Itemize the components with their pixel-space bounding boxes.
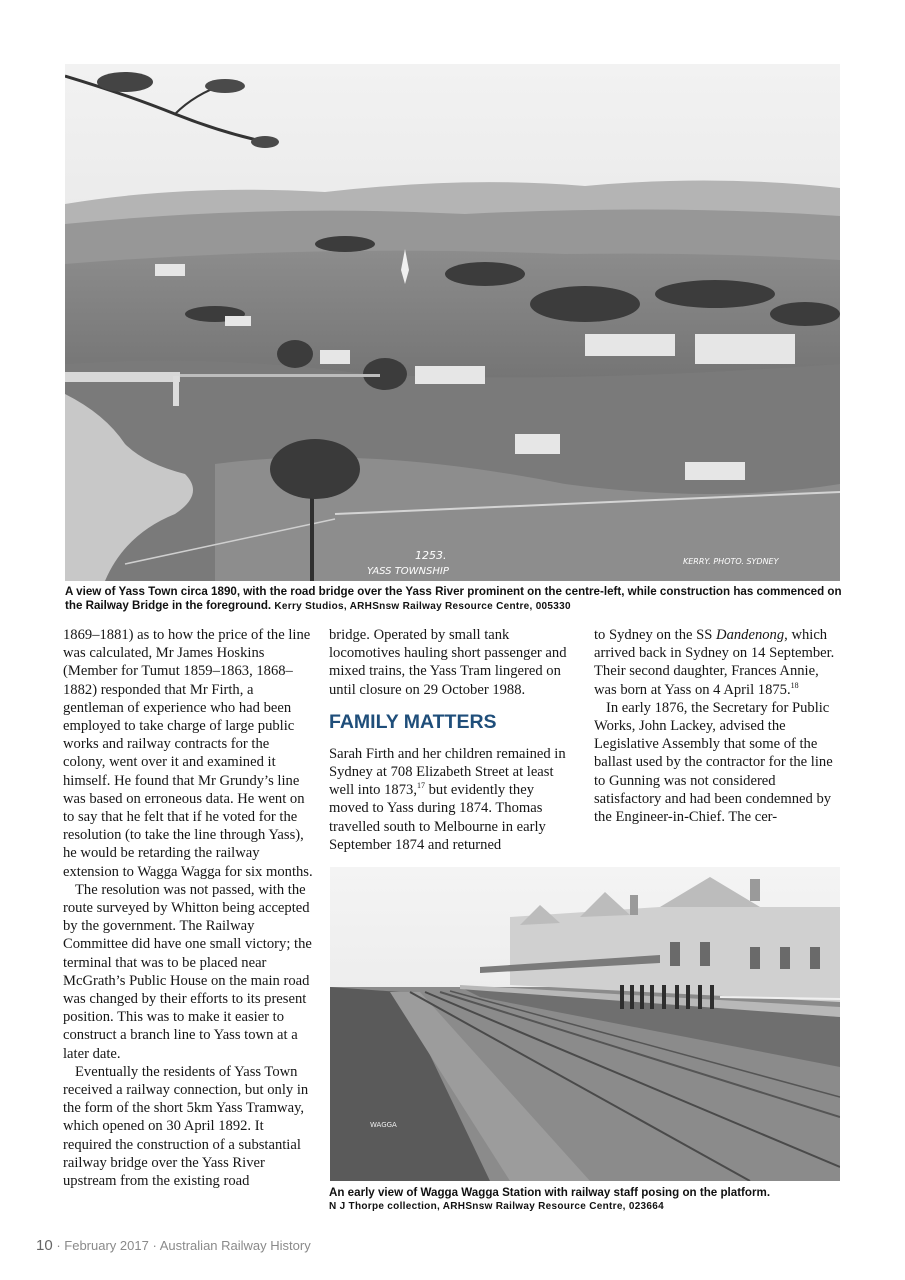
col2-paragraph-1: bridge. Operated by small tank locomotives hauling short passenger and mixed trains, the Yass Tram lingered on until closure on 29 October 1988.: [329, 627, 567, 698]
text-column-2: [329, 626, 577, 854]
top-photo-caption-text: A view of Yass Town circa 1890, with the road bridge over the Yass River prominent on the centre-left, while construction has commenced on the Railway Bridge in the foreground.: [65, 585, 842, 612]
text-column-1: [63, 626, 313, 1190]
photo-stamp-number: 1253.: [415, 549, 447, 562]
photo-stamp-studio: KERRY. PHOTO. SYDNEY: [683, 557, 779, 566]
photo-stamp-title: YASS TOWNSHIP: [367, 566, 449, 577]
page-number: 10: [36, 1237, 53, 1254]
footnote-18: 18: [790, 680, 799, 690]
col1-paragraph-2: The resolution was not passed, with the route surveyed by Whitton being accepted by the government. The Railway Committee did have one small victory; the terminal that was to be placed near McGrath’s Public House on the main road was changed by their efforts to its present position. This was to make it easier to construct a branch line to Yass town at a later date.: [63, 881, 312, 1062]
col3-paragraph-1: to Sydney on the SS Dandenong, which arrived back in Sydney on 14 September. Their second daughter, Frances Annie, was born at Yass on 4 April 1875.18: [594, 627, 835, 698]
footer-publication: Australian Railway History: [159, 1238, 311, 1253]
wagga-station-photo: [330, 867, 840, 1181]
station-photo-caption-text: An early view of Wagga Wagga Station with railway staff posing on the platform.: [329, 1186, 771, 1199]
text-column-3: [594, 626, 844, 826]
yass-town-photo: [65, 64, 840, 581]
footer-separator-2: ·: [152, 1238, 157, 1253]
station-photo-credit: N J Thorpe collection, ARHSnsw Railway Resource Centre, 023664: [329, 1201, 665, 1212]
footnote-17: 17: [416, 781, 425, 791]
page-footer: [36, 1237, 311, 1254]
col1-paragraph-1: 1869–1881) as to how the price of the line was calculated, Mr James Hoskins (Member for Tumut 1859–1863, 1868–1882) responded that Mr Firth, a gentleman of experience who had been employed to take charge of large public works and railway contracts for the colony, went over it and examined it himself. He found that Mr Grundy’s line was based on erroneous data. He went on to say that he felt that if he voted for the resolution (to take the line through Yass), he would be retarding the railway extension to Wagga Wagga for six months.: [63, 627, 313, 880]
col2-paragraph-2: Sarah Firth and her children remained in Sydney at 708 Elizabeth Street at least well into 1873,17 but evidently they moved to Yass during 1874. Thomas travelled south to Melbourne in early September 1874 and returned: [329, 745, 566, 853]
col1-paragraph-3: Eventually the residents of Yass Town received a railway connection, but only in the form of the short 5km Yass Tramway, which opened on 30 April 1892. It required the construction of a substantial railway bridge over the Yass River upstream from the existing road: [63, 1063, 309, 1190]
col3-paragraph-2: In early 1876, the Secretary for Public Works, John Lackey, advised the Legislative Assembly that some of the ballast used by the contractor for the line to Gunning was not considered satisfactory and had been condemned by the Engineer-in-Chief. The cer-: [594, 699, 833, 826]
station-photo-caption: [329, 1186, 841, 1214]
footer-date: February 2017: [64, 1238, 149, 1253]
wagga-station-illustration: [330, 867, 840, 1181]
station-photo-stamp: WAGGA: [370, 1121, 397, 1129]
top-photo-caption: [65, 585, 845, 614]
ship-name: Dandenong: [716, 627, 785, 643]
section-heading-family-matters: FAMILY MATTERS: [329, 710, 497, 733]
footer-separator-1: ·: [56, 1238, 61, 1253]
yass-town-illustration: [65, 64, 840, 581]
top-photo-credit: Kerry Studios, ARHSnsw Railway Resource Centre, 005330: [274, 601, 571, 612]
